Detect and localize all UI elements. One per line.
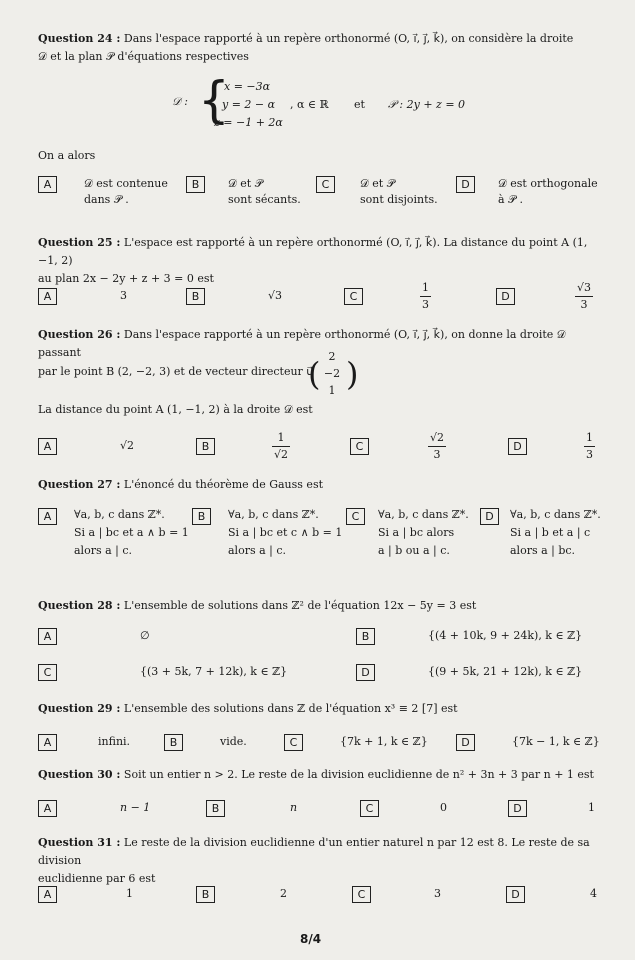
plane-equation: 𝒫 : 2y + z = 0 (388, 98, 466, 111)
answer-b-box[interactable]: B (196, 886, 215, 903)
question-text: euclidienne par 6 est (38, 872, 156, 885)
answer-d-box[interactable]: D (480, 508, 499, 525)
question-text: au plan 2x − 2y + z + 3 = 0 est (38, 272, 214, 285)
answer-a-box[interactable]: A (38, 508, 57, 525)
answer-c-box[interactable]: C (352, 886, 371, 903)
page-number: 8/4 (300, 932, 322, 946)
direction-vector: 2 −2 1 (323, 350, 341, 397)
answer-d-value: {7k − 1, k ∈ ℤ} (512, 735, 600, 748)
question-title: Question 30 : (38, 768, 121, 781)
answer-d-fraction: $\frac{√3}{3}$ (577, 281, 592, 311)
answer-b-text: 𝒟 et 𝒫 sont sécants. (228, 177, 301, 206)
question-title: Question 26 : (38, 328, 121, 341)
answer-b-value: {(4 + 10k, 9 + 24k), k ∈ ℤ} (428, 629, 583, 642)
question-29 (38, 700, 608, 718)
question-25 (38, 234, 608, 288)
question-text: L'espace est rapporté à un repère orthonormé (O, i⃗, j⃗, k⃗). La distance du point A (1, −1, 2) (38, 236, 588, 267)
answer-d-box[interactable]: D (508, 800, 527, 817)
answer-a-value: 3 (120, 289, 127, 302)
equation-x: x = −3α (224, 80, 271, 93)
line-label: 𝒟 : (172, 95, 188, 108)
answer-b-box[interactable]: B (356, 628, 375, 645)
answer-b-box[interactable]: B (196, 438, 215, 455)
answer-c-value: 3 (434, 887, 441, 900)
answer-d-text: 𝒟 est orthogonale à 𝒫 . (498, 177, 598, 206)
answer-d-box[interactable]: D (496, 288, 515, 305)
answer-a-value: ∅ (140, 629, 150, 642)
answer-a-box[interactable]: A (38, 438, 57, 455)
equation-y: y = 2 − α (222, 98, 276, 111)
lead-text: On a alors (38, 149, 96, 162)
question-27 (38, 476, 608, 494)
answer-c-box[interactable]: C (38, 664, 57, 681)
answer-b-fraction: $\frac{1}{√2}$ (274, 431, 289, 461)
answer-b-value: n (290, 801, 298, 814)
param-domain: , α ∈ ℝ (290, 98, 329, 111)
answer-a-value: infini. (98, 735, 131, 748)
question-title: Question 25 : (38, 236, 121, 249)
answer-c-fraction: $\frac{1}{3}$ (422, 281, 429, 311)
answer-d-box[interactable]: D (356, 664, 375, 681)
answer-d-box[interactable]: D (508, 438, 527, 455)
answer-c-text: ∀a, b, c dans ℤ*. Si a | bc alors a | b ou a | c. (378, 508, 469, 557)
question-title: Question 29 : (38, 702, 121, 715)
and-word: et (354, 98, 365, 111)
answer-d-fraction: $\frac{1}{3}$ (586, 431, 593, 461)
answer-a-box[interactable]: A (38, 176, 57, 193)
answer-a-value: 1 (126, 887, 133, 900)
brace-symbol: { (198, 71, 230, 129)
question-text: L'ensemble de solutions dans ℤ² de l'équation 12x − 5y = 3 est (123, 599, 477, 612)
question-28 (38, 597, 608, 615)
question-31 (38, 834, 608, 888)
answer-a-text: ∀a, b, c dans ℤ*. Si a | bc et a ∧ b = 1 alors a | c. (74, 508, 189, 557)
answer-b-value: 2 (280, 887, 287, 900)
answer-b-box[interactable]: B (164, 734, 183, 751)
answer-a-text: 𝒟 est contenue dans 𝒫 . (84, 177, 168, 206)
equation-z: z = −1 + 2α (214, 116, 283, 129)
answer-c-value: 0 (440, 801, 447, 814)
answer-c-fraction: $\frac{√2}{3}$ (430, 431, 445, 461)
question-text: par le point B (2, −2, 3) et de vecteur directeur u⃗ (38, 365, 314, 378)
answer-a-box[interactable]: A (38, 628, 57, 645)
answer-c-box[interactable]: C (284, 734, 303, 751)
answer-c-box[interactable]: C (316, 176, 335, 193)
answer-c-box[interactable]: C (344, 288, 363, 305)
answer-b-box[interactable]: B (192, 508, 211, 525)
answer-a-box[interactable]: A (38, 886, 57, 903)
answer-c-value: {(3 + 5k, 7 + 12k), k ∈ ℤ} (140, 665, 288, 678)
answer-d-value: {(9 + 5k, 21 + 12k), k ∈ ℤ} (428, 665, 583, 678)
answer-a-box[interactable]: A (38, 734, 57, 751)
question-text: Dans l'espace rapporté à un repère orthonormé (O, i⃗, j⃗, k⃗), on considère la droite (123, 32, 574, 45)
answer-d-box[interactable]: D (456, 176, 475, 193)
answer-d-box[interactable]: D (456, 734, 475, 751)
answer-b-value: vide. (220, 735, 247, 748)
question-title: Question 31 : (38, 836, 121, 849)
answer-d-box[interactable]: D (506, 886, 525, 903)
answer-b-value: √3 (268, 289, 283, 302)
question-title: Question 24 : (38, 32, 121, 45)
right-paren: ) (346, 355, 359, 393)
question-title: Question 27 : (38, 478, 121, 491)
answer-b-box[interactable]: B (206, 800, 225, 817)
answer-d-text: ∀a, b, c dans ℤ*. Si a | b et a | c alors a | bc. (510, 508, 601, 557)
question-text: Soit un entier n > 2. Le reste de la division euclidienne de n² + 3n + 3 par n + 1 est (123, 768, 594, 781)
answer-a-value: √2 (120, 439, 135, 452)
answer-c-box[interactable]: C (346, 508, 365, 525)
question-text: Le reste de la division euclidienne d'un entier naturel n par 12 est 8. Le reste de sa division (38, 836, 590, 867)
question-title: Question 28 : (38, 599, 121, 612)
answer-b-box[interactable]: B (186, 288, 205, 305)
answer-a-value: n − 1 (120, 801, 151, 814)
answer-a-box[interactable]: A (38, 800, 57, 817)
answer-b-box[interactable]: B (186, 176, 205, 193)
question-30 (38, 766, 608, 784)
answer-c-value: {7k + 1, k ∈ ℤ} (340, 735, 428, 748)
question-text: L'ensemble des solutions dans ℤ de l'équation x³ ≡ 2 [7] est (123, 702, 458, 715)
question-24 (38, 30, 608, 66)
question-text: Dans l'espace rapporté à un repère orthonormé (O, i⃗, j⃗, k⃗), on donne la droite 𝒟 passant (38, 328, 566, 359)
left-paren: ( (308, 355, 321, 393)
question-text: L'énoncé du théorème de Gauss est (123, 478, 324, 491)
question-text: 𝒟 et la plan 𝒫 d'équations respectives (38, 50, 249, 63)
answer-a-box[interactable]: A (38, 288, 57, 305)
answer-c-text: 𝒟 et 𝒫 sont disjoints. (360, 177, 438, 206)
question-text: La distance du point A (1, −1, 2) à la droite 𝒟 est (38, 403, 313, 416)
answer-d-value: 4 (590, 887, 597, 900)
answer-c-box[interactable]: C (350, 438, 369, 455)
answer-b-text: ∀a, b, c dans ℤ*. Si a | bc et c ∧ b = 1 alors a | c. (228, 508, 343, 557)
answer-d-value: 1 (588, 801, 595, 814)
answer-c-box[interactable]: C (360, 800, 379, 817)
